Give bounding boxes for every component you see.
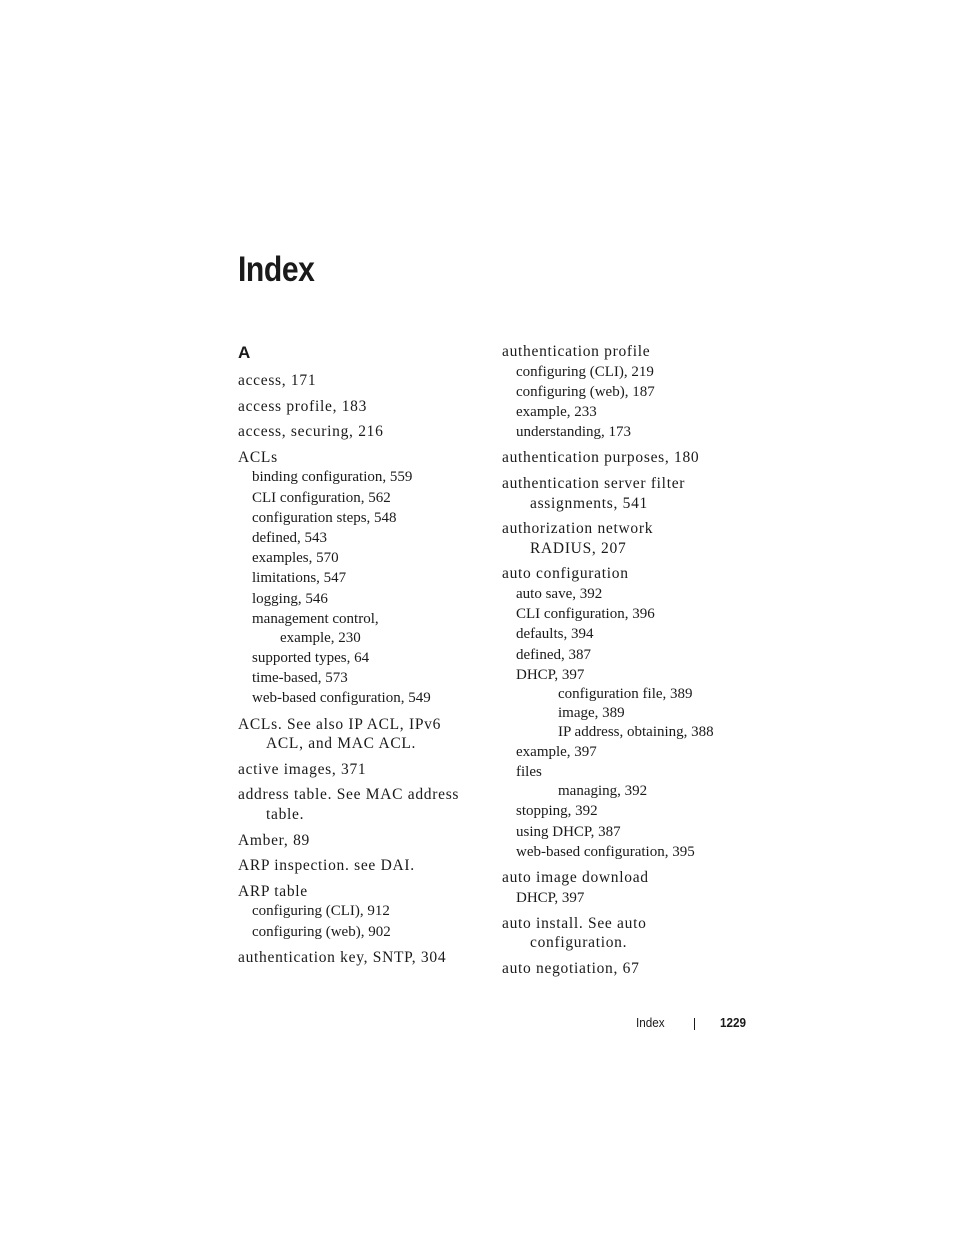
index-subentry: binding configuration, 559 [252, 469, 413, 486]
page-number: 1229 [720, 1015, 747, 1030]
index-subentry: time-based, 573 [252, 670, 348, 687]
page-title: Index [238, 250, 315, 289]
index-subentry: web-based configuration, 549 [252, 690, 431, 707]
footer-divider [694, 1018, 695, 1030]
index-entry [502, 448, 742, 468]
index-entry [502, 914, 742, 953]
index-subentry: configuring (CLI), 912 [252, 903, 390, 920]
index-subentry: defaults, 394 [516, 626, 594, 643]
index-entry [502, 868, 742, 908]
index-entry-term: access, 171 [238, 372, 317, 389]
index-entry-term: authentication key, SNTP, 304 [238, 948, 447, 966]
index-subentry: configuring (web), 187 [516, 383, 655, 400]
index-subentry: examples, 570 [252, 550, 339, 567]
index-subentry: using DHCP, 387 [516, 823, 621, 840]
index-entry-term: Amber, 89 [238, 831, 310, 849]
index-entry [502, 342, 742, 442]
index-entry-term: access profile, 183 [238, 397, 368, 415]
index-entry-term: authentication profile [502, 343, 651, 360]
index-entry [238, 448, 478, 709]
index-entry [238, 831, 478, 851]
index-entry-term: auto image download [502, 869, 649, 886]
index-subentry: limitations, 547 [252, 570, 347, 587]
index-entry [238, 882, 478, 942]
index-subentry: management control, [252, 610, 379, 627]
index-entry-continuation: configuration. [530, 934, 628, 952]
index-subentry: DHCP, 397 [516, 889, 585, 906]
index-entry [238, 715, 478, 754]
index-entry [238, 422, 478, 442]
index-entry-term: authentication purposes, 180 [502, 449, 700, 467]
index-entry-term: authentication server filter [502, 475, 686, 492]
index-entry-term: ARP inspection. see DAI. [238, 857, 415, 875]
index-subentry: configuration steps, 548 [252, 509, 397, 526]
index-entry [502, 959, 742, 979]
index-entry-term: ARP table [238, 882, 308, 900]
index-entry [238, 760, 478, 780]
index-entry [238, 785, 478, 824]
index-entry-continuation: ACL, and MAC ACL. [266, 735, 417, 753]
index-letter-heading: A [238, 343, 251, 362]
index-subentry: managing, 392 [558, 783, 648, 800]
index-entry-term: auto negotiation, 67 [502, 959, 640, 977]
index-subentry: example, 397 [516, 743, 597, 760]
index-entry-term: ACLs [238, 448, 278, 466]
index-entries-left [238, 371, 478, 967]
index-subentry: auto save, 392 [516, 585, 603, 602]
index-subentry: understanding, 173 [516, 424, 631, 441]
index-column-right [502, 342, 742, 985]
index-subentry: defined, 543 [252, 529, 327, 546]
index-subentry: CLI configuration, 396 [516, 606, 655, 623]
index-entries-right [502, 342, 742, 979]
index-subentry: web-based configuration, 395 [516, 843, 695, 860]
index-entry-term: active images, 371 [238, 760, 367, 778]
index-entry [238, 856, 478, 876]
index-subentry: example, 230 [280, 630, 361, 646]
index-subentry: files [516, 764, 542, 781]
index-entry [502, 474, 742, 513]
index-entry [238, 397, 478, 417]
index-subentry: logging, 546 [252, 590, 328, 607]
index-subentry: IP address, obtaining, 388 [558, 723, 714, 740]
index-subentry: supported types, 64 [252, 650, 370, 666]
index-subentry: DHCP, 397 [516, 666, 585, 683]
index-subentry: CLI configuration, 562 [252, 489, 391, 506]
index-subentry: configuring (CLI), 219 [516, 363, 654, 380]
index-entry-continuation: table. [266, 805, 305, 823]
index-entry-term: address table. See MAC address [238, 786, 460, 804]
index-subentry: example, 233 [516, 404, 597, 420]
index-entry-term: access, securing, 216 [238, 423, 384, 441]
index-entry-continuation: RADIUS, 207 [530, 539, 627, 557]
index-entry-term: ACLs. See also IP ACL, IPv6 [238, 715, 442, 733]
index-entry-term: auto install. See auto [502, 914, 647, 932]
index-column-left [238, 342, 478, 973]
footer-label: Index [636, 1015, 665, 1030]
index-subentry: image, 389 [558, 704, 625, 721]
index-entry [502, 519, 742, 558]
index-subentry: stopping, 392 [516, 803, 598, 820]
index-entry [502, 564, 742, 862]
index-entry [238, 948, 478, 968]
index-subentry: configuring (web), 902 [252, 923, 391, 940]
index-entry-term: auto configuration [502, 565, 629, 583]
index-entry [238, 371, 478, 391]
index-subentry: defined, 387 [516, 646, 591, 663]
index-entry-continuation: assignments, 541 [530, 494, 648, 512]
index-entry-term: authorization network [502, 520, 654, 538]
index-subentry: configuration file, 389 [558, 685, 693, 702]
